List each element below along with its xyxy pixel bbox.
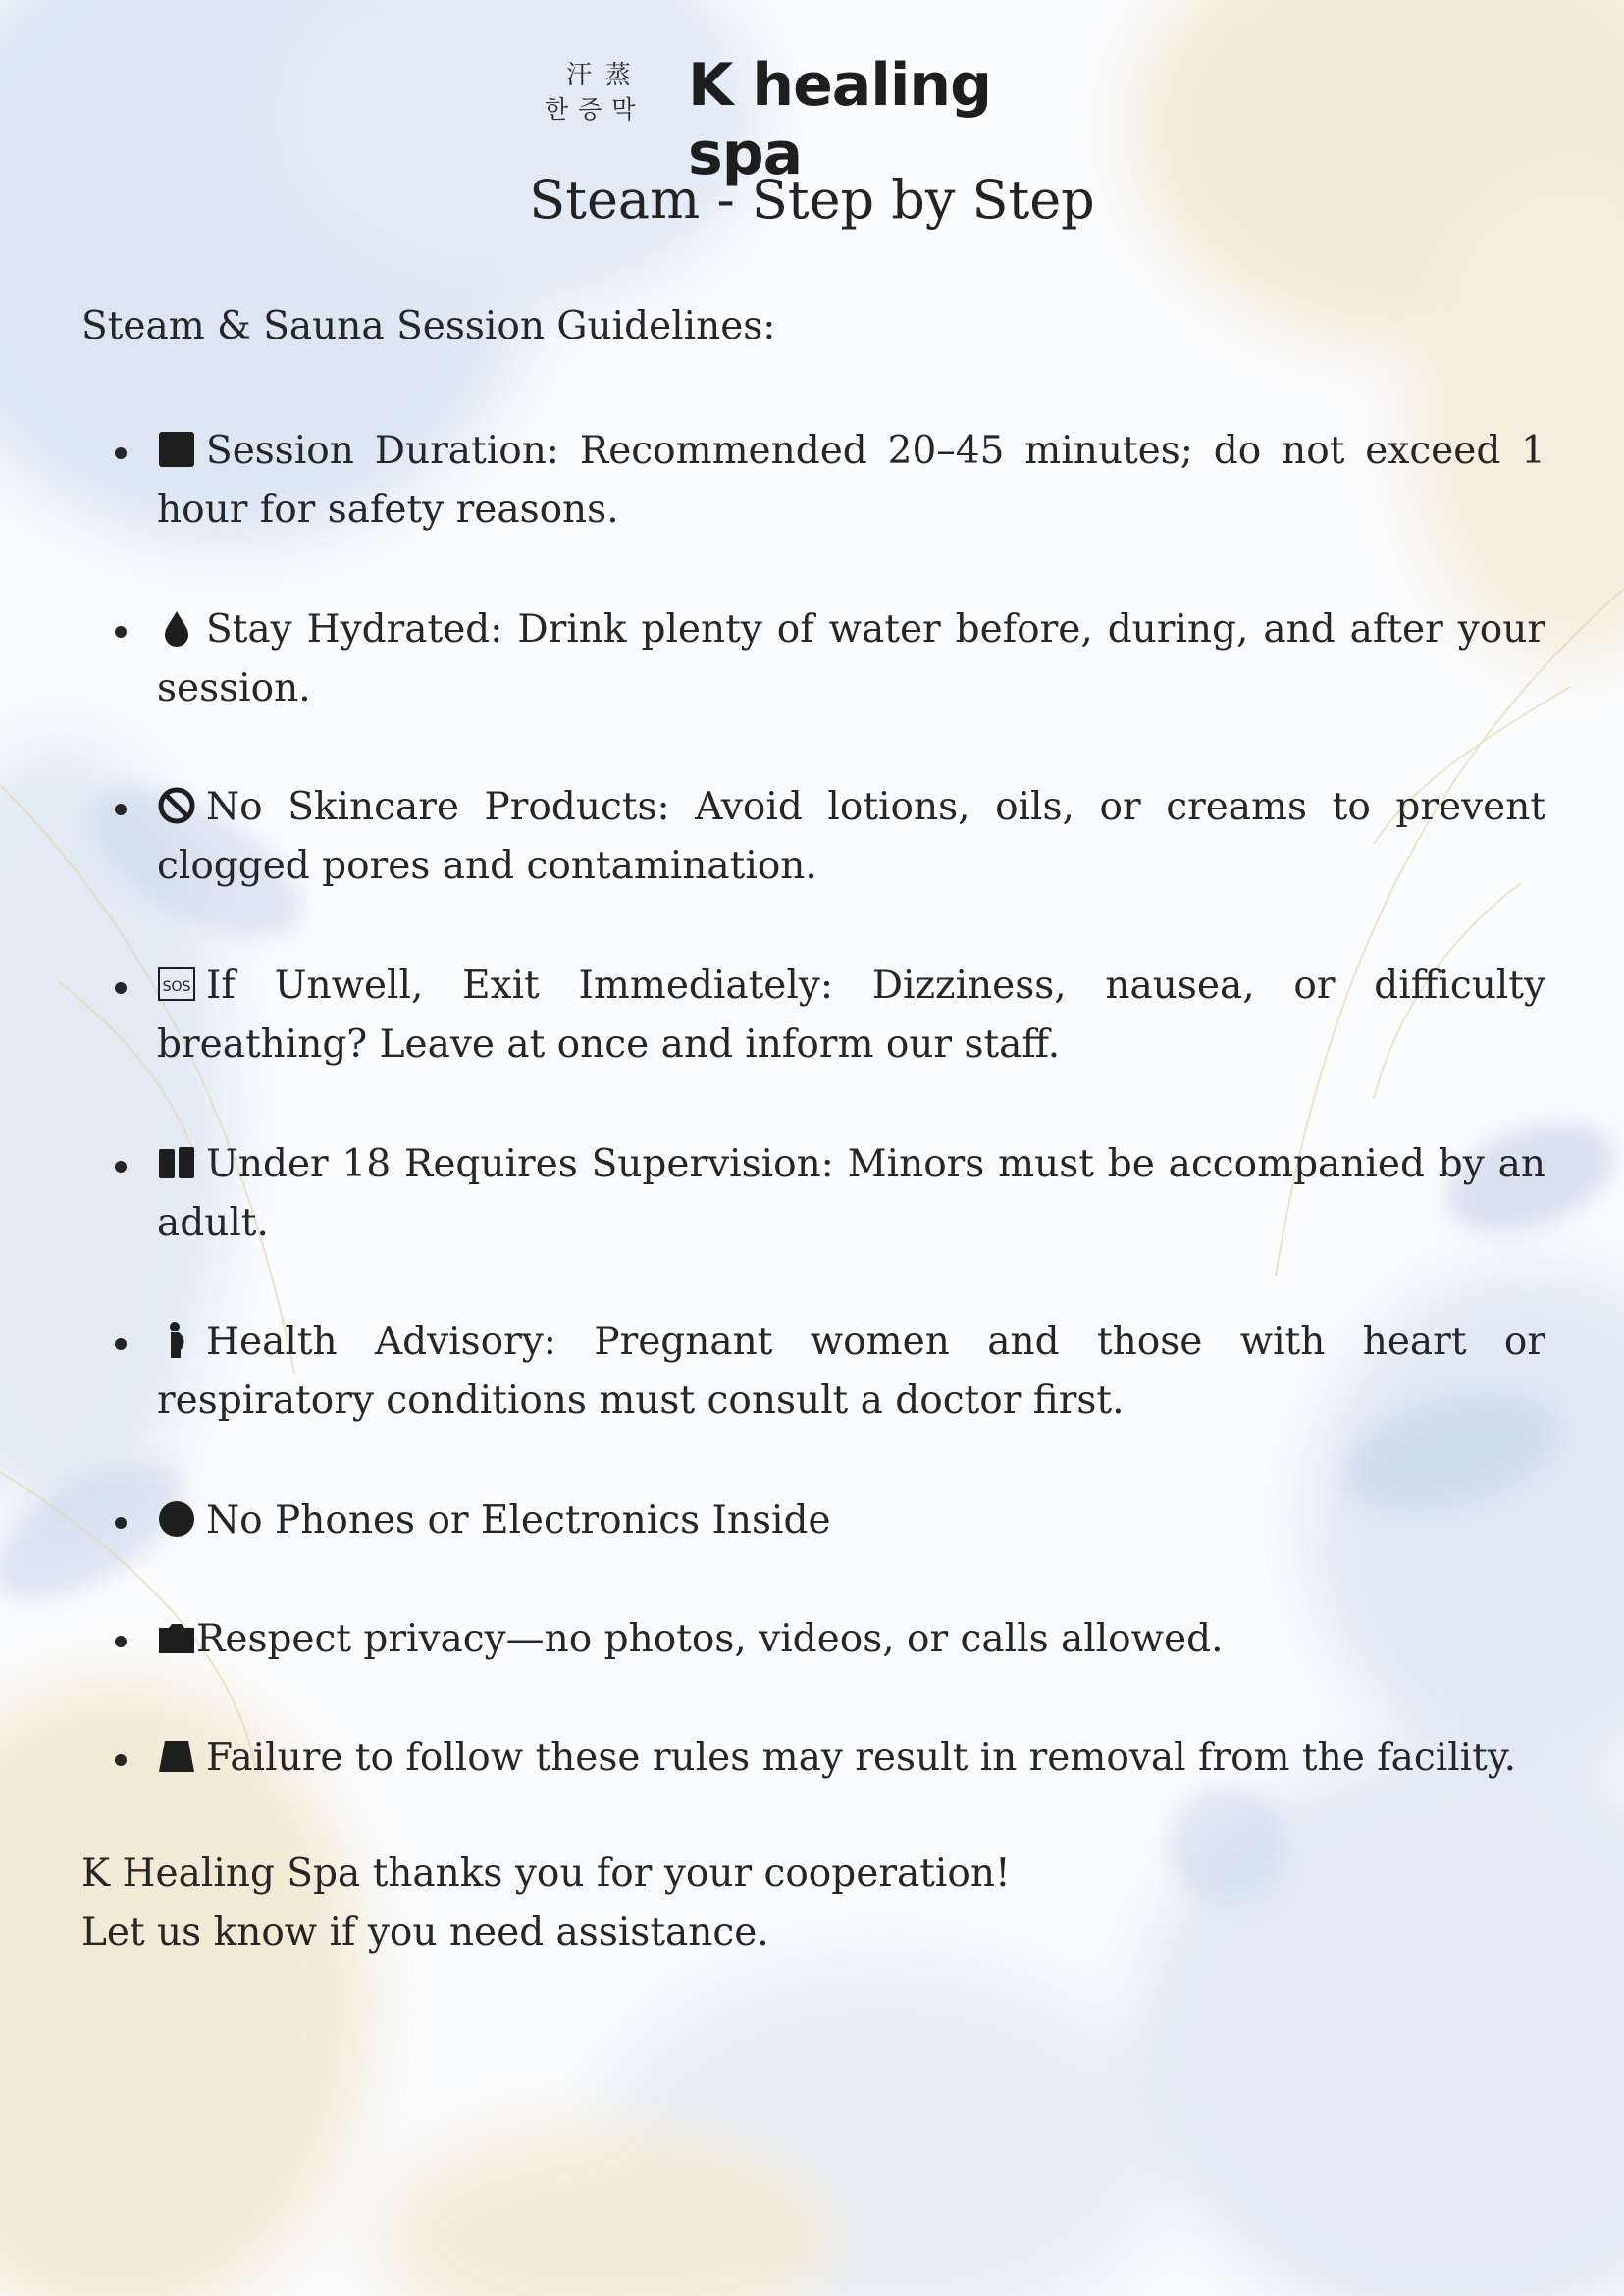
rule-text: Session Duration: Recommended 20–45 minutes; do not exceed 1 hour for safety reasons. bbox=[157, 429, 1545, 532]
water-drop-icon bbox=[157, 608, 196, 648]
bullet-icon bbox=[113, 1135, 127, 1149]
warning-block-icon bbox=[157, 1737, 196, 1776]
rule-text: Health Advisory: Pregnant women and those with heart or respiratory conditions must consult a doctor first. bbox=[157, 1320, 1545, 1423]
bullet-icon bbox=[113, 1313, 127, 1327]
page-title: Steam - Step by Step bbox=[529, 169, 1095, 231]
rule-text: If Unwell, Exit Immediately: Dizziness, nausea, or difficulty breathing? Leave at once and inform our staff. bbox=[157, 964, 1545, 1067]
logo-name: K healing spa bbox=[688, 51, 992, 188]
closing-message bbox=[81, 1845, 1011, 1962]
bullet-icon bbox=[113, 1729, 127, 1743]
spa-logo bbox=[545, 51, 1094, 188]
logo-hanja: 汗蒸 bbox=[566, 61, 646, 90]
svg-text:SOS: SOS bbox=[162, 979, 191, 995]
rule-text: Failure to follow these rules may result in removal from the facility. bbox=[206, 1736, 1517, 1780]
closing-line-2: Let us know if you need assistance. bbox=[81, 1910, 769, 1955]
guidelines-heading: Steam & Sauna Session Guidelines: bbox=[81, 304, 776, 348]
bullet-icon bbox=[113, 600, 127, 614]
people-icon bbox=[157, 1143, 196, 1182]
square-icon bbox=[157, 430, 196, 469]
bullet-icon bbox=[113, 1610, 127, 1624]
bullet-icon bbox=[113, 422, 127, 436]
bullet-icon bbox=[113, 778, 127, 792]
rule-text: Respect privacy—no photos, videos, or calls allowed. bbox=[196, 1617, 1224, 1661]
camera-icon bbox=[157, 1618, 196, 1657]
rule-text: No Skincare Products: Avoid lotions, oils, or creams to prevent clogged pores and contamination. bbox=[157, 785, 1545, 888]
pregnant-icon bbox=[157, 1321, 196, 1360]
bullet-icon bbox=[113, 957, 127, 970]
closing-line-1: K Healing Spa thanks you for your cooperation! bbox=[81, 1852, 1011, 1896]
sos-icon bbox=[157, 965, 196, 1004]
circle-icon bbox=[157, 1499, 196, 1539]
logo-hangul: 한증막 bbox=[545, 95, 646, 124]
rule-text: Stay Hydrated: Drink plenty of water before, during, and after your session. bbox=[157, 607, 1545, 710]
prohibited-icon bbox=[157, 786, 196, 825]
bullet-icon bbox=[113, 1491, 127, 1505]
rule-text: No Phones or Electronics Inside bbox=[206, 1498, 831, 1542]
rule-text: Under 18 Requires Supervision: Minors must be accompanied by an adult. bbox=[157, 1142, 1545, 1245]
